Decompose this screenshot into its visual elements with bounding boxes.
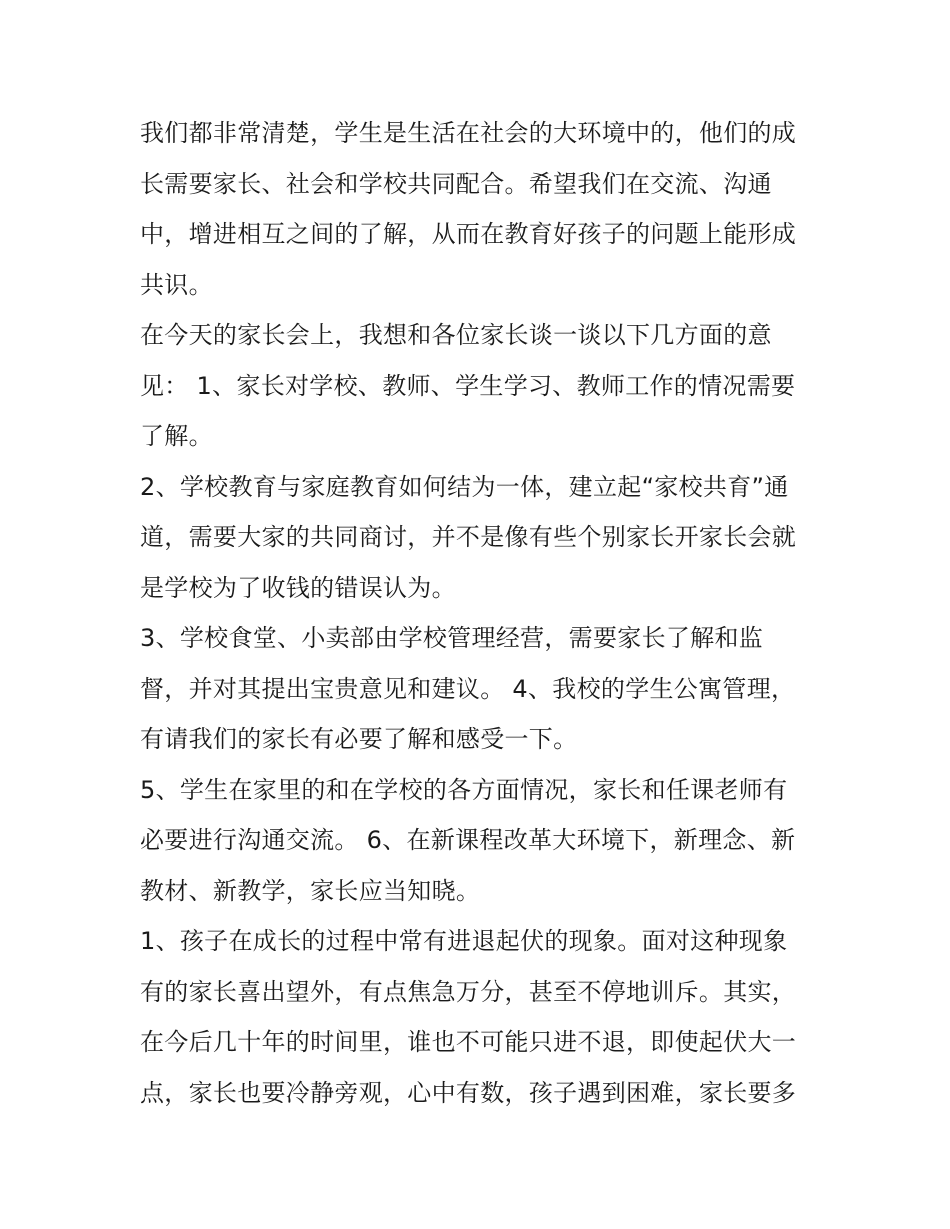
text-line: 长需要家长、社会和学校共同配合。希望我们在交流、沟通 (140, 169, 772, 198)
text-line: 在今天的家长会上，我想和各位家长谈一谈以下几方面的意 (140, 321, 772, 349)
text-line: 教材、新教学，家长应当知晓。 (140, 876, 481, 905)
text-line: 必要进行沟通交流。 6、在新课程改革大环境下，新理念、新 (140, 826, 796, 854)
text-line: 1、孩子在成长的过程中常有进退起伏的现象。面对这种现象 (140, 927, 788, 955)
text-line: 共识。 (140, 270, 213, 299)
text-line: 3、学校食堂、小卖部由学校管理经营，需要家长了解和监 (140, 624, 764, 652)
text-line: 我们都非常清楚，学生是生活在社会的大环境中的，他们的成 (140, 119, 797, 147)
text-line: 是学校为了收钱的错误认为。 (140, 573, 456, 602)
text-line: 见： 1、家长对学校、教师、学生学习、教师工作的情况需要 (140, 371, 796, 400)
text-line: 2、学校教育与家庭教育如何结为一体，建立起“家校共育”通 (140, 472, 789, 501)
text-line: 有的家长喜出望外，有点焦急万分，甚至不停地训斥。其实， (140, 977, 797, 1006)
document-body (140, 108, 820, 1118)
text-line: 在今后几十年的时间里，谁也不可能只进不退，即使起伏大一 (140, 1028, 797, 1056)
text-line: 5、学生在家里的和在学校的各方面情况，家长和任课老师有 (140, 775, 788, 804)
text-line: 中，增进相互之间的了解，从而在教育好孩子的问题上能形成 (140, 220, 797, 248)
text-line: 有请我们的家长有必要了解和感受一下。 (140, 725, 578, 753)
text-line: 道，需要大家的共同商讨，并不是像有些个别家长开家长会就 (140, 523, 797, 551)
text-line: 点，家长也要冷静旁观，心中有数，孩子遇到困难，家长要多 (140, 1078, 797, 1107)
text-line: 督，并对其提出宝贵意见和建议。 4、我校的学生公寓管理， (140, 674, 796, 703)
text-line: 了解。 (140, 422, 213, 450)
